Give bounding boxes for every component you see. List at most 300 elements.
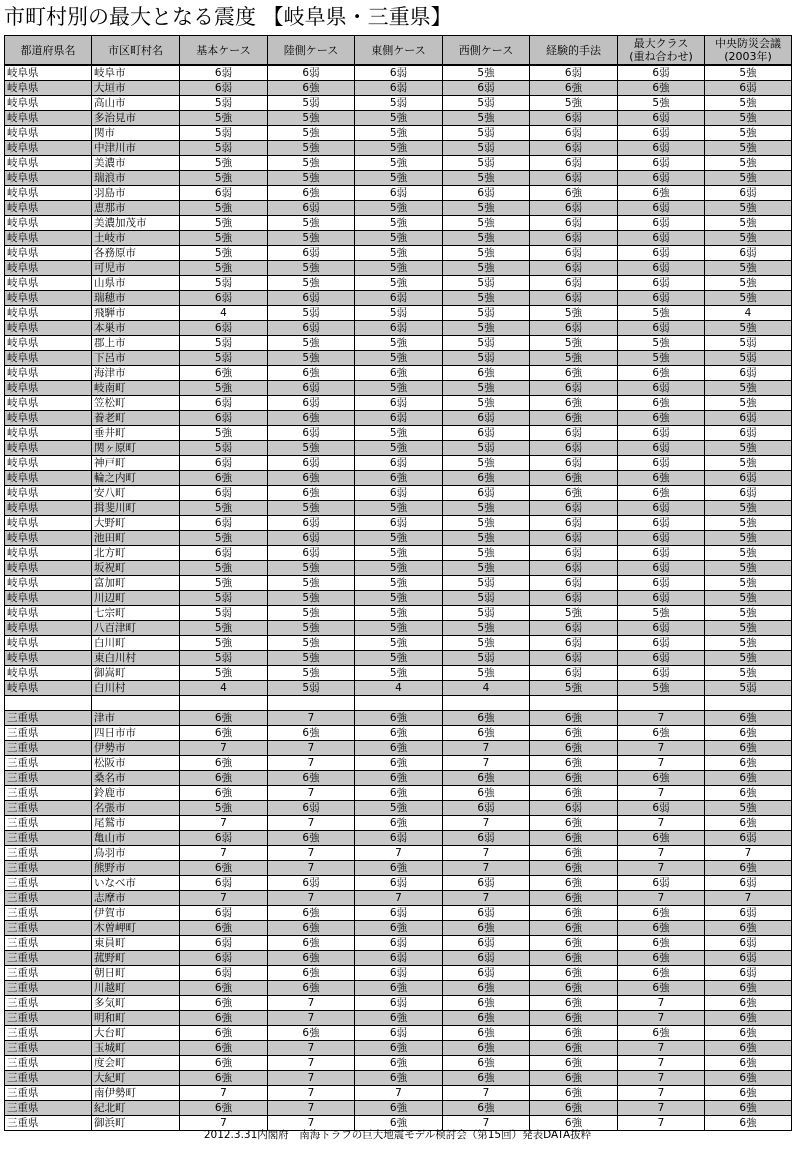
cell-east-case: 7 — [355, 891, 443, 906]
cell-west-case: 5弱 — [443, 141, 530, 156]
cell-east-case: 6強 — [355, 756, 443, 771]
cell-west-case: 5強 — [443, 171, 530, 186]
cell-prefecture: 三重県 — [5, 831, 92, 846]
cell-municipality: 羽島市 — [92, 186, 180, 201]
cell-east-case: 7 — [355, 846, 443, 861]
cell-west-case: 6弱 — [443, 186, 530, 201]
cell-empirical: 6弱 — [530, 591, 618, 606]
cell-prefecture: 三重県 — [5, 741, 92, 756]
table-row — [5, 681, 792, 696]
cell-east-case: 5強 — [355, 576, 443, 591]
cell-prefecture: 岐阜県 — [5, 366, 92, 381]
cell-basic-case: 6弱 — [180, 951, 268, 966]
cell-basic-case: 6強 — [180, 1041, 268, 1056]
cell-land-case: 7 — [268, 711, 355, 726]
cell-empirical: 6強 — [530, 1071, 618, 1086]
table-row — [5, 216, 792, 231]
cell-municipality: 瑞浪市 — [92, 171, 180, 186]
cell-max-class: 7 — [618, 1101, 705, 1116]
cell-west-case: 5強 — [443, 65, 530, 81]
cell-west-case: 5弱 — [443, 336, 530, 351]
cell-basic-case: 5強 — [180, 621, 268, 636]
cell-max-class: 7 — [618, 1041, 705, 1056]
cell-east-case: 5強 — [355, 231, 443, 246]
cell-west-case: 5弱 — [443, 96, 530, 111]
cell-cdmc-2003: 5強 — [705, 65, 792, 81]
table-row — [5, 651, 792, 666]
cell-east-case: 6弱 — [355, 516, 443, 531]
table-row — [5, 591, 792, 606]
cell-east-case: 5強 — [355, 561, 443, 576]
cell-prefecture: 岐阜県 — [5, 246, 92, 261]
cell-prefecture: 三重県 — [5, 1041, 92, 1056]
cell-prefecture: 三重県 — [5, 981, 92, 996]
cell-municipality: 大紀町 — [92, 1071, 180, 1086]
cell-cdmc-2003: 6強 — [705, 996, 792, 1011]
cell-east-case: 6弱 — [355, 831, 443, 846]
intensity-table-container — [4, 35, 791, 1131]
table-row — [5, 1011, 792, 1026]
cell-east-case: 5強 — [355, 336, 443, 351]
cell-cdmc-2003: 6強 — [705, 771, 792, 786]
table-row — [5, 576, 792, 591]
cell-municipality: 可児市 — [92, 261, 180, 276]
cell-cdmc-2003: 5強 — [705, 126, 792, 141]
cell-basic-case: 6弱 — [180, 411, 268, 426]
cell-max-class: 5強 — [618, 351, 705, 366]
cell-prefecture: 岐阜県 — [5, 516, 92, 531]
cell-empirical: 6強 — [530, 411, 618, 426]
cell-east-case: 5強 — [355, 606, 443, 621]
table-row — [5, 471, 792, 486]
cell-max-class: 6強 — [618, 81, 705, 96]
cell-max-class: 6強 — [618, 471, 705, 486]
cell-empirical: 6弱 — [530, 636, 618, 651]
table-row — [5, 411, 792, 426]
cell-east-case: 5強 — [355, 441, 443, 456]
cell-east-case: 5強 — [355, 261, 443, 276]
cell-max-class: 6弱 — [618, 546, 705, 561]
cell-municipality: 岐阜市 — [92, 65, 180, 81]
cell-west-case: 6弱 — [443, 906, 530, 921]
cell-east-case: 6弱 — [355, 1026, 443, 1041]
cell-east-case: 6弱 — [355, 81, 443, 96]
cell-basic-case: 6弱 — [180, 321, 268, 336]
cell-municipality: 東白川村 — [92, 651, 180, 666]
cell-municipality: 輪之内町 — [92, 471, 180, 486]
cell-municipality: 七宗町 — [92, 606, 180, 621]
cell-east-case: 5強 — [355, 501, 443, 516]
cell-municipality: 御浜町 — [92, 1116, 180, 1131]
cell-west-case: 5弱 — [443, 651, 530, 666]
cell-east-case: 6弱 — [355, 486, 443, 501]
cell-municipality: 御嵩町 — [92, 666, 180, 681]
table-row — [5, 1101, 792, 1116]
cell-prefecture: 三重県 — [5, 726, 92, 741]
cell-east-case: 5強 — [355, 426, 443, 441]
cell-basic-case: 5弱 — [180, 126, 268, 141]
cell-cdmc-2003: 6強 — [705, 1101, 792, 1116]
cell-empirical: 6強 — [530, 186, 618, 201]
cell-municipality: 神戸町 — [92, 456, 180, 471]
cell-prefecture: 岐阜県 — [5, 411, 92, 426]
cell-basic-case: 5弱 — [180, 276, 268, 291]
cell-max-class: 6弱 — [618, 531, 705, 546]
cell-cdmc-2003: 6弱 — [705, 81, 792, 96]
cell-municipality: 熊野市 — [92, 861, 180, 876]
cell-west-case: 5弱 — [443, 606, 530, 621]
cell-max-class: 5強 — [618, 681, 705, 696]
cell-empirical: 6強 — [530, 876, 618, 891]
cell-cdmc-2003: 5強 — [705, 516, 792, 531]
cell-empirical: 6強 — [530, 846, 618, 861]
cell-basic-case: 6弱 — [180, 186, 268, 201]
cell-prefecture: 三重県 — [5, 771, 92, 786]
separator-row — [5, 696, 792, 711]
cell-cdmc-2003: 5弱 — [705, 351, 792, 366]
cell-cdmc-2003: 5強 — [705, 441, 792, 456]
cell-west-case: 5強 — [443, 396, 530, 411]
cell-prefecture: 岐阜県 — [5, 96, 92, 111]
cell-max-class: 6強 — [618, 486, 705, 501]
cell-east-case: 5強 — [355, 216, 443, 231]
cell-land-case: 5強 — [268, 171, 355, 186]
empty-cell — [530, 696, 618, 711]
cell-cdmc-2003: 6強 — [705, 1116, 792, 1131]
cell-west-case: 5弱 — [443, 306, 530, 321]
cell-empirical: 6強 — [530, 891, 618, 906]
cell-land-case: 6弱 — [268, 531, 355, 546]
cell-land-case: 6強 — [268, 81, 355, 96]
cell-basic-case: 5強 — [180, 801, 268, 816]
cell-land-case: 6強 — [268, 831, 355, 846]
cell-prefecture: 三重県 — [5, 891, 92, 906]
table-row — [5, 81, 792, 96]
cell-land-case: 6弱 — [268, 291, 355, 306]
cell-max-class: 6弱 — [618, 501, 705, 516]
cell-west-case: 5弱 — [443, 576, 530, 591]
cell-east-case: 5強 — [355, 156, 443, 171]
cell-empirical: 6弱 — [530, 561, 618, 576]
table-row — [5, 771, 792, 786]
cell-basic-case: 6弱 — [180, 516, 268, 531]
cell-west-case: 6強 — [443, 726, 530, 741]
cell-west-case: 7 — [443, 1116, 530, 1131]
table-row — [5, 516, 792, 531]
cell-basic-case: 5弱 — [180, 351, 268, 366]
table-row — [5, 711, 792, 726]
cell-municipality: 八百津町 — [92, 621, 180, 636]
table-row — [5, 171, 792, 186]
cell-basic-case: 5強 — [180, 231, 268, 246]
cell-empirical: 6弱 — [530, 276, 618, 291]
cell-cdmc-2003: 5強 — [705, 606, 792, 621]
cell-max-class: 6弱 — [618, 246, 705, 261]
cell-basic-case: 6強 — [180, 861, 268, 876]
cell-basic-case: 5強 — [180, 501, 268, 516]
cell-basic-case: 6強 — [180, 1071, 268, 1086]
cell-land-case: 5強 — [268, 276, 355, 291]
cell-prefecture: 岐阜県 — [5, 681, 92, 696]
cell-empirical: 6強 — [530, 771, 618, 786]
cell-empirical: 6弱 — [530, 261, 618, 276]
cell-land-case: 6弱 — [268, 516, 355, 531]
cell-municipality: 安八町 — [92, 486, 180, 501]
cell-prefecture: 三重県 — [5, 906, 92, 921]
table-row — [5, 501, 792, 516]
table-row — [5, 201, 792, 216]
cell-land-case: 5強 — [268, 156, 355, 171]
cell-prefecture: 岐阜県 — [5, 186, 92, 201]
cell-east-case: 6強 — [355, 1056, 443, 1071]
cell-basic-case: 6強 — [180, 1026, 268, 1041]
cell-empirical: 6弱 — [530, 111, 618, 126]
cell-west-case: 6強 — [443, 981, 530, 996]
column-header-land-case: 陸側ケース — [268, 36, 355, 66]
cell-municipality: 海津市 — [92, 366, 180, 381]
cell-prefecture: 三重県 — [5, 1026, 92, 1041]
cell-west-case: 6弱 — [443, 486, 530, 501]
cell-basic-case: 4 — [180, 306, 268, 321]
cell-cdmc-2003: 6強 — [705, 1041, 792, 1056]
cell-cdmc-2003: 5強 — [705, 576, 792, 591]
cell-land-case: 5強 — [268, 351, 355, 366]
cell-land-case: 5弱 — [268, 306, 355, 321]
cell-east-case: 6弱 — [355, 876, 443, 891]
cell-basic-case: 6強 — [180, 981, 268, 996]
cell-basic-case: 5弱 — [180, 651, 268, 666]
cell-prefecture: 岐阜県 — [5, 126, 92, 141]
table-row — [5, 876, 792, 891]
cell-east-case: 5強 — [355, 171, 443, 186]
cell-municipality: 菰野町 — [92, 951, 180, 966]
cell-west-case: 5強 — [443, 201, 530, 216]
cell-east-case: 6強 — [355, 1041, 443, 1056]
cell-max-class: 6強 — [618, 1026, 705, 1041]
cell-cdmc-2003: 5強 — [705, 456, 792, 471]
cell-cdmc-2003: 5強 — [705, 171, 792, 186]
column-header-municipality: 市区町村名 — [92, 36, 180, 66]
cell-east-case: 5強 — [355, 666, 443, 681]
cell-basic-case: 6強 — [180, 711, 268, 726]
cell-basic-case: 5強 — [180, 561, 268, 576]
cell-municipality: 鳥羽市 — [92, 846, 180, 861]
cell-municipality: 池田町 — [92, 531, 180, 546]
table-row — [5, 531, 792, 546]
cell-west-case: 5強 — [443, 381, 530, 396]
cell-empirical: 6強 — [530, 1026, 618, 1041]
cell-cdmc-2003: 6弱 — [705, 486, 792, 501]
cell-prefecture: 岐阜県 — [5, 501, 92, 516]
cell-land-case: 6弱 — [268, 65, 355, 81]
cell-prefecture: 三重県 — [5, 936, 92, 951]
cell-max-class: 6弱 — [618, 651, 705, 666]
cell-cdmc-2003: 6強 — [705, 1071, 792, 1086]
cell-empirical: 6弱 — [530, 426, 618, 441]
cell-prefecture: 岐阜県 — [5, 276, 92, 291]
cell-west-case: 6弱 — [443, 81, 530, 96]
table-row — [5, 861, 792, 876]
cell-cdmc-2003: 6強 — [705, 711, 792, 726]
header-row — [5, 36, 792, 66]
cell-east-case: 6弱 — [355, 321, 443, 336]
cell-prefecture: 岐阜県 — [5, 306, 92, 321]
cell-cdmc-2003: 4 — [705, 306, 792, 321]
cell-land-case: 5弱 — [268, 96, 355, 111]
cell-municipality: 富加町 — [92, 576, 180, 591]
cell-prefecture: 岐阜県 — [5, 546, 92, 561]
table-row — [5, 336, 792, 351]
cell-empirical: 6強 — [530, 741, 618, 756]
cell-prefecture: 岐阜県 — [5, 426, 92, 441]
table-row — [5, 351, 792, 366]
cell-land-case: 6強 — [268, 981, 355, 996]
cell-municipality: 白川村 — [92, 681, 180, 696]
cell-basic-case: 6弱 — [180, 906, 268, 921]
cell-municipality: 東員町 — [92, 936, 180, 951]
cell-basic-case: 5強 — [180, 156, 268, 171]
table-row — [5, 891, 792, 906]
table-row — [5, 621, 792, 636]
page-title: 市町村別の最大となる震度 【岐阜県・三重県】 — [4, 5, 452, 29]
cell-prefecture: 三重県 — [5, 1071, 92, 1086]
cell-land-case: 6強 — [268, 726, 355, 741]
cell-west-case: 6強 — [443, 366, 530, 381]
cell-land-case: 6弱 — [268, 456, 355, 471]
cell-max-class: 6強 — [618, 186, 705, 201]
cell-basic-case: 6強 — [180, 786, 268, 801]
cell-east-case: 6弱 — [355, 996, 443, 1011]
cell-empirical: 6弱 — [530, 216, 618, 231]
cell-empirical: 6強 — [530, 486, 618, 501]
cell-prefecture: 岐阜県 — [5, 216, 92, 231]
column-header-cdmc-2003: 中央防災会議 (2003年) — [705, 36, 792, 66]
cell-municipality: いなべ市 — [92, 876, 180, 891]
cell-municipality: 名張市 — [92, 801, 180, 816]
cell-basic-case: 7 — [180, 741, 268, 756]
cell-basic-case: 6弱 — [180, 81, 268, 96]
cell-basic-case: 6強 — [180, 756, 268, 771]
cell-max-class: 6強 — [618, 366, 705, 381]
table-row — [5, 921, 792, 936]
cell-basic-case: 5弱 — [180, 336, 268, 351]
cell-max-class: 6弱 — [618, 636, 705, 651]
cell-cdmc-2003: 5強 — [705, 156, 792, 171]
table-row — [5, 231, 792, 246]
cell-cdmc-2003: 5強 — [705, 96, 792, 111]
cell-land-case: 7 — [268, 1116, 355, 1131]
cell-max-class: 7 — [618, 756, 705, 771]
cell-max-class: 6弱 — [618, 216, 705, 231]
cell-east-case: 6強 — [355, 861, 443, 876]
cell-west-case: 6弱 — [443, 426, 530, 441]
cell-municipality: 大台町 — [92, 1026, 180, 1041]
cell-max-class: 6弱 — [618, 801, 705, 816]
cell-land-case: 7 — [268, 816, 355, 831]
cell-east-case: 5強 — [355, 141, 443, 156]
cell-west-case: 5強 — [443, 561, 530, 576]
cell-max-class: 6弱 — [618, 441, 705, 456]
cell-empirical: 5強 — [530, 306, 618, 321]
cell-prefecture: 岐阜県 — [5, 156, 92, 171]
table-body — [5, 65, 792, 1131]
cell-max-class: 6強 — [618, 981, 705, 996]
cell-land-case: 5強 — [268, 666, 355, 681]
cell-municipality: 揖斐川町 — [92, 501, 180, 516]
cell-east-case: 6弱 — [355, 966, 443, 981]
cell-max-class: 6弱 — [618, 126, 705, 141]
cell-east-case: 6弱 — [355, 936, 443, 951]
cell-basic-case: 7 — [180, 891, 268, 906]
cell-municipality: 美濃市 — [92, 156, 180, 171]
cell-max-class: 6弱 — [618, 666, 705, 681]
cell-land-case: 7 — [268, 1071, 355, 1086]
cell-east-case: 6強 — [355, 921, 443, 936]
cell-land-case: 5強 — [268, 561, 355, 576]
cell-east-case: 6強 — [355, 471, 443, 486]
cell-land-case: 7 — [268, 861, 355, 876]
cell-basic-case: 6強 — [180, 726, 268, 741]
table-row — [5, 381, 792, 396]
cell-municipality: 志摩市 — [92, 891, 180, 906]
cell-west-case: 7 — [443, 891, 530, 906]
cell-cdmc-2003: 5強 — [705, 141, 792, 156]
cell-prefecture: 三重県 — [5, 1011, 92, 1026]
cell-municipality: 多気町 — [92, 996, 180, 1011]
cell-cdmc-2003: 6弱 — [705, 426, 792, 441]
cell-empirical: 6強 — [530, 1011, 618, 1026]
cell-east-case: 6強 — [355, 981, 443, 996]
cell-empirical: 6弱 — [530, 126, 618, 141]
cell-municipality: 津市 — [92, 711, 180, 726]
cell-prefecture: 岐阜県 — [5, 471, 92, 486]
cell-west-case: 6弱 — [443, 801, 530, 816]
cell-empirical: 5強 — [530, 96, 618, 111]
cell-max-class: 7 — [618, 861, 705, 876]
table-row — [5, 306, 792, 321]
table-row — [5, 426, 792, 441]
cell-basic-case: 5強 — [180, 171, 268, 186]
column-header-east-case: 東側ケース — [355, 36, 443, 66]
cell-west-case: 5強 — [443, 321, 530, 336]
cell-empirical: 6弱 — [530, 231, 618, 246]
cell-land-case: 6強 — [268, 966, 355, 981]
cell-west-case: 5弱 — [443, 126, 530, 141]
cell-east-case: 5強 — [355, 591, 443, 606]
table-row — [5, 831, 792, 846]
cell-municipality: 川辺町 — [92, 591, 180, 606]
cell-west-case: 4 — [443, 681, 530, 696]
cell-east-case: 6強 — [355, 1011, 443, 1026]
cell-empirical: 6弱 — [530, 171, 618, 186]
cell-max-class: 7 — [618, 1056, 705, 1071]
cell-land-case: 7 — [268, 756, 355, 771]
column-header-basic-case: 基本ケース — [180, 36, 268, 66]
cell-land-case: 6強 — [268, 1026, 355, 1041]
cell-max-class: 6弱 — [618, 456, 705, 471]
cell-municipality: 紀北町 — [92, 1101, 180, 1116]
cell-max-class: 6弱 — [618, 621, 705, 636]
empty-cell — [268, 696, 355, 711]
cell-basic-case: 6弱 — [180, 876, 268, 891]
cell-municipality: 郡上市 — [92, 336, 180, 351]
cell-max-class: 5強 — [618, 606, 705, 621]
cell-empirical: 6強 — [530, 756, 618, 771]
cell-west-case: 6強 — [443, 786, 530, 801]
cell-cdmc-2003: 6強 — [705, 786, 792, 801]
cell-municipality: 桑名市 — [92, 771, 180, 786]
cell-basic-case: 7 — [180, 1086, 268, 1101]
